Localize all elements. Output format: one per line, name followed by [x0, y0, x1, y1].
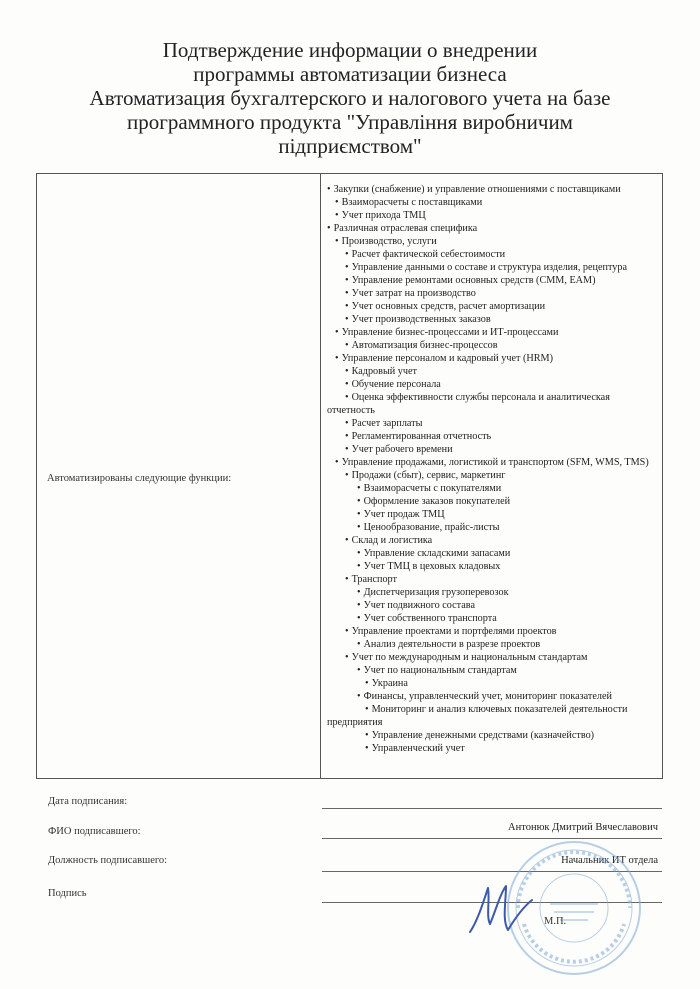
- bullet-icon: •: [335, 197, 339, 208]
- function-item: [327, 183, 659, 196]
- function-item: [327, 651, 659, 664]
- function-item-text: Производство, услуги: [341, 236, 437, 247]
- bullet-icon: •: [345, 379, 349, 390]
- function-item-text: Учет рабочего времени: [351, 444, 453, 455]
- bullet-icon: •: [345, 574, 349, 585]
- function-item-text: Управление складскими запасами: [363, 548, 511, 559]
- table-divider: [320, 174, 321, 778]
- function-item-text: Учет по международным и национальным стандартам: [351, 652, 588, 663]
- function-item: [327, 313, 659, 326]
- function-item-text: Мониторинг и анализ ключевых показателей деятельности предприятия: [327, 704, 628, 728]
- function-item-text: Диспетчеризация грузоперевозок: [363, 587, 509, 598]
- function-item-text: Учет продаж ТМЦ: [363, 509, 445, 520]
- bullet-icon: •: [345, 444, 349, 455]
- function-item-text: Учет по национальным стандартам: [363, 665, 517, 676]
- function-item: [327, 235, 659, 248]
- bullet-icon: •: [345, 392, 349, 403]
- function-item: [327, 196, 659, 209]
- function-item: [327, 443, 659, 456]
- bullet-icon: •: [345, 470, 349, 481]
- function-item: [327, 625, 659, 638]
- bullet-icon: •: [345, 626, 349, 637]
- functions-table: [36, 173, 663, 779]
- bullet-icon: •: [345, 535, 349, 546]
- mp-label: М.П.: [544, 916, 567, 927]
- function-item-text: Регламентированная отчетность: [351, 431, 492, 442]
- bullet-icon: •: [335, 327, 339, 338]
- bullet-icon: •: [327, 184, 331, 195]
- function-item: [327, 248, 659, 261]
- name-value: Антонюк Дмитрий Вячеславович: [508, 822, 658, 833]
- functions-list: [327, 183, 659, 755]
- function-item-text: Управление продажами, логистикой и транспортом (SFM, WMS, TMS): [341, 457, 649, 468]
- function-item-text: Расчет зарплаты: [351, 418, 423, 429]
- function-item-text: Учет производственных заказов: [351, 314, 491, 325]
- position-value: Начальник ИТ отдела: [561, 855, 658, 866]
- function-item-text: Управление персоналом и кадровый учет (HRM): [341, 353, 554, 364]
- title-line: Подтверждение информации о внедрении: [162, 38, 538, 62]
- bullet-icon: •: [365, 704, 369, 715]
- bullet-icon: •: [357, 691, 361, 702]
- function-item: [327, 612, 659, 625]
- function-item: [327, 300, 659, 313]
- bullet-icon: •: [345, 340, 349, 351]
- bullet-icon: •: [365, 678, 369, 689]
- bullet-icon: •: [357, 613, 361, 624]
- bullet-icon: •: [345, 262, 349, 273]
- function-item-text: Учет собственного транспорта: [363, 613, 497, 624]
- title-line: підприємством": [278, 134, 422, 158]
- function-item-text: Учет затрат на производство: [351, 288, 476, 299]
- date-label: Дата подписания:: [48, 796, 128, 807]
- function-item: [327, 599, 659, 612]
- title-line: программного продукта "Управління виробничим: [127, 110, 573, 134]
- bullet-icon: •: [357, 496, 361, 507]
- title-line: программы автоматизации бизнеса: [193, 62, 507, 86]
- function-item-text: Финансы, управленческий учет, мониторинг показателей: [363, 691, 612, 702]
- bullet-icon: •: [357, 665, 361, 676]
- bullet-icon: •: [357, 639, 361, 650]
- function-item: [327, 664, 659, 677]
- function-item: [327, 261, 659, 274]
- function-item: [327, 482, 659, 495]
- function-item: [327, 703, 659, 729]
- function-item: [327, 521, 659, 534]
- document-title: [40, 38, 660, 158]
- bullet-icon: •: [335, 353, 339, 364]
- function-item: [327, 209, 659, 222]
- function-item: [327, 638, 659, 651]
- function-item-text: Взаиморасчеты с покупателями: [363, 483, 502, 494]
- title-line: Автоматизация бухгалтерского и налогового учета на базе: [89, 86, 611, 110]
- handwritten-signature: [466, 880, 536, 940]
- function-item: [327, 391, 659, 417]
- bullet-icon: •: [357, 587, 361, 598]
- function-item-text: Учет прихода ТМЦ: [341, 210, 426, 221]
- bullet-icon: •: [365, 730, 369, 741]
- function-item: [327, 365, 659, 378]
- function-item: [327, 573, 659, 586]
- function-item: [327, 508, 659, 521]
- bullet-icon: •: [357, 561, 361, 572]
- bullet-icon: •: [357, 548, 361, 559]
- function-item-text: Расчет фактической себестоимости: [351, 249, 506, 260]
- function-item: [327, 495, 659, 508]
- function-item: [327, 547, 659, 560]
- bullet-icon: •: [345, 288, 349, 299]
- bullet-icon: •: [335, 236, 339, 247]
- bullet-icon: •: [357, 509, 361, 520]
- function-item-text: Учет основных средств, расчет амортизации: [351, 301, 546, 312]
- function-item-text: Продажи (сбыт), сервис, маркетинг: [351, 470, 506, 481]
- function-item-text: Управление данными о составе и структура изделия, рецептура: [351, 262, 627, 273]
- function-item-text: Оценка эффективности службы персонала и аналитическая отчетность: [327, 392, 610, 416]
- bullet-icon: •: [357, 483, 361, 494]
- function-item: [327, 560, 659, 573]
- function-item-text: Оформление заказов покупателей: [363, 496, 511, 507]
- function-item-text: Взаиморасчеты с поставщиками: [341, 197, 483, 208]
- date-line: [322, 808, 662, 809]
- function-item: [327, 287, 659, 300]
- bullet-icon: •: [345, 275, 349, 286]
- function-item-text: Управленческий учет: [371, 743, 465, 754]
- signature-label: Подпись: [48, 888, 87, 899]
- function-item-text: Склад и логистика: [351, 535, 433, 546]
- bullet-icon: •: [345, 301, 349, 312]
- function-item: [327, 534, 659, 547]
- bullet-icon: •: [327, 223, 331, 234]
- function-item-text: Различная отраслевая специфика: [333, 223, 478, 234]
- bullet-icon: •: [345, 249, 349, 260]
- function-item-text: Учет ТМЦ в цеховых кладовых: [363, 561, 501, 572]
- function-item: [327, 352, 659, 365]
- function-item-text: Управление проектами и портфелями проектов: [351, 626, 557, 637]
- bullet-icon: •: [357, 600, 361, 611]
- bullet-icon: •: [335, 457, 339, 468]
- bullet-icon: •: [345, 418, 349, 429]
- bullet-icon: •: [345, 431, 349, 442]
- function-item-text: Транспорт: [351, 574, 397, 585]
- bullet-icon: •: [357, 522, 361, 533]
- function-item-text: Учет подвижного состава: [363, 600, 475, 611]
- name-label: ФИО подписавшего:: [48, 826, 141, 837]
- function-item: [327, 690, 659, 703]
- bullet-icon: •: [345, 652, 349, 663]
- bullet-icon: •: [345, 366, 349, 377]
- function-item: [327, 742, 659, 755]
- function-item: [327, 729, 659, 742]
- bullet-icon: •: [345, 314, 349, 325]
- function-item: [327, 378, 659, 391]
- function-item: [327, 339, 659, 352]
- function-item-text: Кадровый учет: [351, 366, 417, 377]
- functions-label: Автоматизированы следующие функции:: [47, 473, 232, 484]
- function-item-text: Анализ деятельности в разрезе проектов: [363, 639, 541, 650]
- position-label: Должность подписавшего:: [48, 855, 168, 866]
- function-item-text: Закупки (снабжение) и управление отношениями с поставщиками: [333, 184, 621, 195]
- function-item-text: Управление денежными средствами (казначейство): [371, 730, 595, 741]
- function-item: [327, 274, 659, 287]
- function-item: [327, 469, 659, 482]
- function-item-text: Управление бизнес-процессами и ИТ-процессами: [341, 327, 559, 338]
- function-item-text: Ценообразование, прайс-листы: [363, 522, 500, 533]
- function-item: [327, 430, 659, 443]
- function-item-text: Обучение персонала: [351, 379, 441, 390]
- function-item: [327, 677, 659, 690]
- function-item: [327, 222, 659, 235]
- function-item-text: Управление ремонтами основных средств (СММ, ЕАМ): [351, 275, 596, 286]
- function-item-text: Автоматизация бизнес-процессов: [351, 340, 498, 351]
- bullet-icon: •: [335, 210, 339, 221]
- function-item-text: Украина: [371, 678, 408, 689]
- function-item: [327, 586, 659, 599]
- function-item: [327, 456, 659, 469]
- function-item: [327, 417, 659, 430]
- bullet-icon: •: [365, 743, 369, 754]
- function-item: [327, 326, 659, 339]
